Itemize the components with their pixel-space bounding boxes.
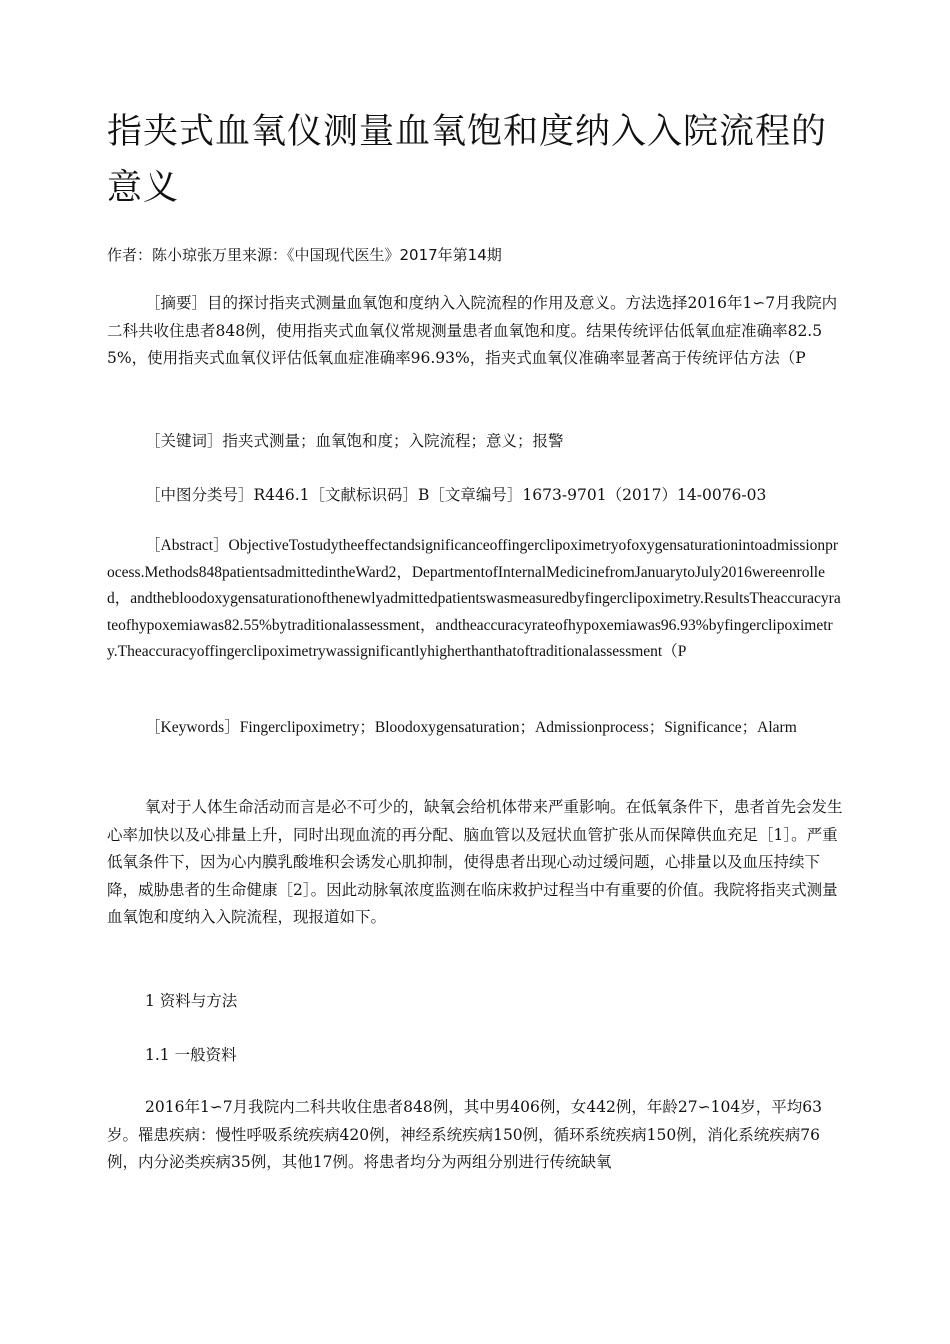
classification-info: ［中图分类号］R446.1［文献标识码］B［文章编号］1673-9701（2017）14-0076-03 <box>145 486 767 504</box>
keywords-english: ［Keywords］Fingerclipoximetry；Bloodoxygensaturation；Admissionprocess；Significance；Alarm <box>145 719 797 736</box>
general-data-paragraph: 2016年1∽7月我院内二科共收住患者848例，其中男406例，女442例，年龄27∽104岁，平均63岁。罹患疾病：慢性呼吸系统疾病420例，神经系统疾病150例，循环系统疾病150例，消化系统疾病76例，内分泌类疾病35例，其他17例。将患者均分为两组分别进行传统缺氧 <box>107 1098 822 1171</box>
article-byline: 作者：陈小琼张万里来源：《中国现代医生》2017年第14期 <box>107 246 502 264</box>
article-title: 指夹式血氧仪测量血氧饱和度纳入入院流程的意义 <box>107 112 828 208</box>
abstract-english: ［Abstract］ObjectiveTostudytheeffectandsignificanceoffingerclipoximetryofoxygensaturationintoadmissionprocess.Methods848patientsadmittedintheWard2，DepartmentofInternalMedicinefromJanuarytoJuly2016wereenrolled，andthebloodoxygensaturationofthenewlyadmittedpatientswasmeasuredbyfingerclipoximetry.ResultsTheaccuracyrateofhypoxemiawas82.55%bytraditionalassessment，andtheaccuracyrateofhypoxemiawas96.93%byfingerclipoximetry.Theaccuracyoffingerclipoximetrywassignificantlyhigherthanthatoftraditionalassessment（P <box>107 537 841 660</box>
abstract-chinese: ［摘要］目的探讨指夹式测量血氧饱和度纳入入院流程的作用及意义。方法选择2016年1∽7月我院内二科共收住患者848例，使用指夹式血氧仪常规测量患者血氧饱和度。结果传统评估低氧血症准确率82.55%，使用指夹式血氧仪评估低氧血症准确率96.93%，指夹式血氧仪准确率显著高于传统评估方法（P <box>107 294 838 367</box>
introduction-paragraph: 氧对于人体生命活动而言是必不可少的，缺氧会给机体带来严重影响。在低氧条件下，患者首先会发生心率加快以及心排量上升，同时出现血流的再分配、脑血管以及冠状血管扩张从而保障供血充足［1］。严重低氧条件下，因为心内膜乳酸堆积会诱发心肌抑制，使得患者出现心动过缓问题，心排量以及血压持续下降，威胁患者的生命健康［2］。因此动脉氧浓度监测在临床救护过程当中有重要的价值。我院将指夹式测量血氧饱和度纳入入院流程，现报道如下。 <box>107 798 843 926</box>
section-heading-1-1: 1.1 一般资料 <box>145 1046 237 1064</box>
section-heading-1: 1 资料与方法 <box>145 992 238 1010</box>
keywords-chinese: ［关键词］指夹式测量；血氧饱和度；入院流程；意义；报警 <box>145 432 564 450</box>
